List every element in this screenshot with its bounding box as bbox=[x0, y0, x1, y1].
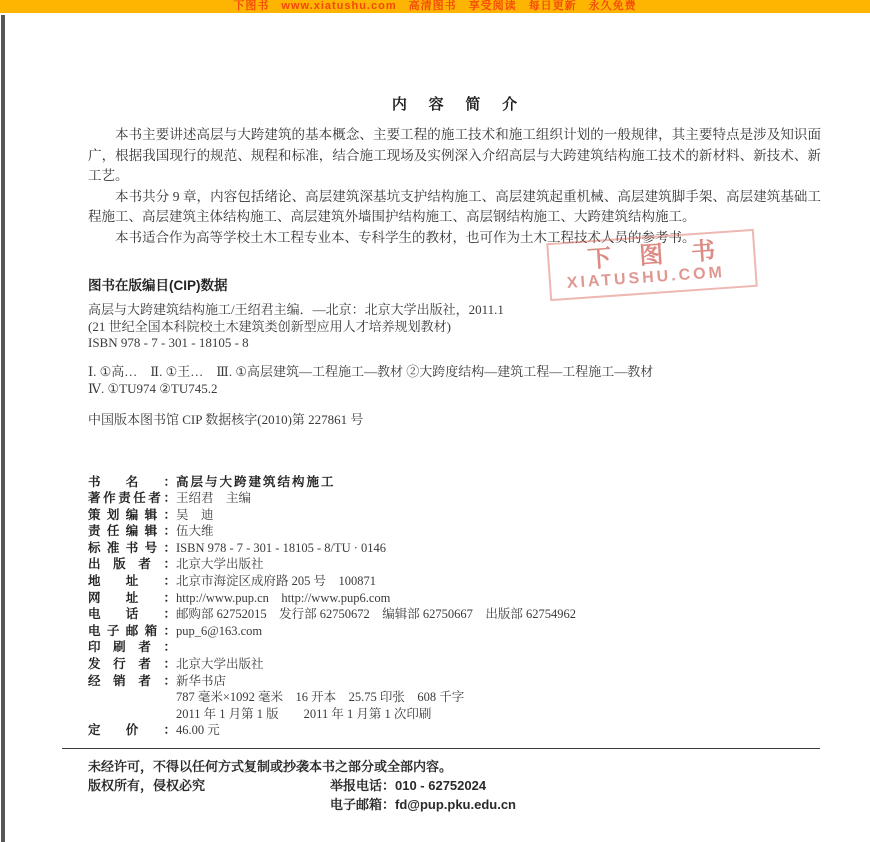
colophon-row bbox=[88, 656, 821, 673]
colophon-row bbox=[88, 474, 821, 491]
book-copyright-page bbox=[88, 13, 821, 814]
colophon-label: 发行者： bbox=[88, 657, 176, 672]
colophon-value: 北京大学出版社 bbox=[176, 657, 264, 672]
colophon-value: 787 毫米×1092 毫米 16 开本 25.75 印张 608 千字 bbox=[176, 690, 465, 705]
colophon-value: http://www.pup.cn http://www.pup6.com bbox=[176, 590, 391, 605]
intro-section-title: 内 容 简 介 bbox=[391, 97, 527, 113]
intro-section bbox=[88, 125, 821, 248]
cip-record-number: 中国版本图书馆 CIP 数据核字(2010)第 227861 号 bbox=[88, 411, 364, 427]
scanned-page-edge bbox=[1, 15, 5, 842]
colophon-row bbox=[88, 606, 821, 623]
colophon-label: 出版者： bbox=[88, 557, 176, 572]
colophon-label: 网址： bbox=[88, 590, 176, 605]
colophon-row bbox=[88, 673, 821, 690]
footer-divider bbox=[62, 748, 820, 749]
cip-description bbox=[88, 302, 821, 352]
colophon-label: 策划编辑： bbox=[88, 507, 176, 522]
report-email: 电子邮箱：fd@pup.pku.edu.cn bbox=[330, 797, 516, 812]
cip-isbn-line: ISBN 978 - 7 - 301 - 18105 - 8 bbox=[88, 335, 249, 350]
colophon-row bbox=[88, 722, 821, 739]
colophon-label: 经销者： bbox=[88, 673, 176, 688]
colophon-value: ISBN 978 - 7 - 301 - 18105 - 8/TU · 0146 bbox=[176, 540, 387, 555]
colophon-value: 北京市海淀区成府路 205 号 100871 bbox=[176, 574, 377, 589]
cip-line: 高层与大跨建筑结构施工/王绍君主编．—北京：北京大学出版社，2011.1 bbox=[88, 302, 504, 317]
site-banner bbox=[0, 0, 870, 13]
cip-classification-line: Ⅳ. ①TU974 ②TU745.2 bbox=[88, 380, 218, 396]
colophon-label bbox=[88, 689, 176, 706]
cip-classification bbox=[88, 363, 821, 397]
colophon-row bbox=[88, 540, 821, 557]
report-phone: 举报电话：010 - 62752024 bbox=[330, 778, 487, 793]
colophon-value: 伍大维 bbox=[176, 524, 214, 539]
cip-heading: 图书在版编目(CIP)数据 bbox=[88, 278, 228, 293]
site-banner-text: 下图书 www.xiatushu.com 高清图书 享受阅读 每日更新 永久免费 bbox=[233, 0, 637, 12]
colophon-value bbox=[176, 639, 821, 656]
colophon-label: 著作责任者： bbox=[88, 491, 176, 506]
colophon-row bbox=[88, 623, 821, 640]
colophon-value: 高层与大跨建筑结构施工 bbox=[176, 474, 336, 489]
colophon-row bbox=[88, 689, 821, 706]
colophon-row bbox=[88, 490, 821, 507]
colophon-value: 吴 迪 bbox=[176, 507, 214, 522]
colophon-value: pup_6@163.com bbox=[176, 623, 263, 638]
colophon-value: 新华书店 bbox=[176, 673, 227, 688]
colophon-value: 王绍君 主编 bbox=[176, 491, 252, 506]
colophon-label: 电子邮箱： bbox=[88, 623, 176, 638]
colophon-label: 电话： bbox=[88, 607, 176, 622]
colophon-row bbox=[88, 590, 821, 607]
colophon-row bbox=[88, 706, 821, 723]
colophon-label: 书名： bbox=[88, 474, 176, 489]
colophon-value: 2011 年 1 月第 1 版 2011 年 1 月第 1 次印刷 bbox=[176, 706, 432, 721]
colophon-label bbox=[88, 706, 176, 723]
intro-paragraph: 本书适合作为高等学校土木工程专业本、专科学生的教材，也可作为土木工程技术人员的参考书。 bbox=[115, 229, 696, 245]
colophon-row bbox=[88, 639, 821, 656]
colophon-row bbox=[88, 523, 821, 540]
colophon-label: 责任编辑： bbox=[88, 524, 176, 539]
colophon-label: 地址： bbox=[88, 574, 176, 589]
colophon-value: 北京大学出版社 bbox=[176, 557, 264, 572]
intro-paragraph: 本书共分 9 章，内容包括绪论、高层建筑深基坑支护结构施工、高层建筑起重机械、高层建筑脚手架、高层建筑基础工程施工、高层建筑主体结构施工、高层建筑外墙围护结构施工、高层钢结构施工、大跨建筑结构施工。 bbox=[88, 188, 821, 224]
watermark-stamp-subtitle: XIATUSHU.COM bbox=[566, 263, 726, 292]
copyright-notice: 未经许可，不得以任何方式复制或抄袭本书之部分或全部内容。 bbox=[88, 759, 453, 774]
watermark-stamp-title: 下图书 bbox=[586, 236, 745, 274]
colophon-label: 标准书号： bbox=[88, 540, 176, 555]
colophon-row bbox=[88, 507, 821, 524]
cip-classification-line: Ⅰ. ①高… Ⅱ. ①王… Ⅲ. ①高层建筑—工程施工—教材 ②大跨度结构—建筑工程—工程施工—教材 bbox=[88, 363, 654, 379]
colophon-value: 46.00 元 bbox=[176, 723, 220, 738]
colophon-value: 邮购部 62752015 发行部 62750672 编辑部 62750667 出版部 62754962 bbox=[176, 607, 577, 622]
intro-paragraph: 本书主要讲述高层与大跨建筑的基本概念、主要工程的施工技术和施工组织计划的一般规律，其主要特点是涉及知识面广，根据我国现行的规范、规程和标准，结合施工现场及实例深入介绍高层与大跨建筑结构施工技术的新材料、新技术、新工艺。 bbox=[88, 127, 821, 183]
rights-reserved-text: 版权所有，侵权必究 bbox=[88, 778, 206, 793]
colophon-label: 印刷者： bbox=[88, 640, 176, 655]
colophon-table bbox=[88, 474, 821, 740]
copyright-row bbox=[88, 776, 821, 795]
colophon-row bbox=[88, 573, 821, 590]
colophon-label: 定价： bbox=[88, 723, 176, 738]
colophon-row bbox=[88, 556, 821, 573]
cip-line: (21 世纪全国本科院校土木建筑类创新型应用人才培养规划教材) bbox=[88, 318, 451, 334]
copyright-footer bbox=[88, 757, 821, 814]
